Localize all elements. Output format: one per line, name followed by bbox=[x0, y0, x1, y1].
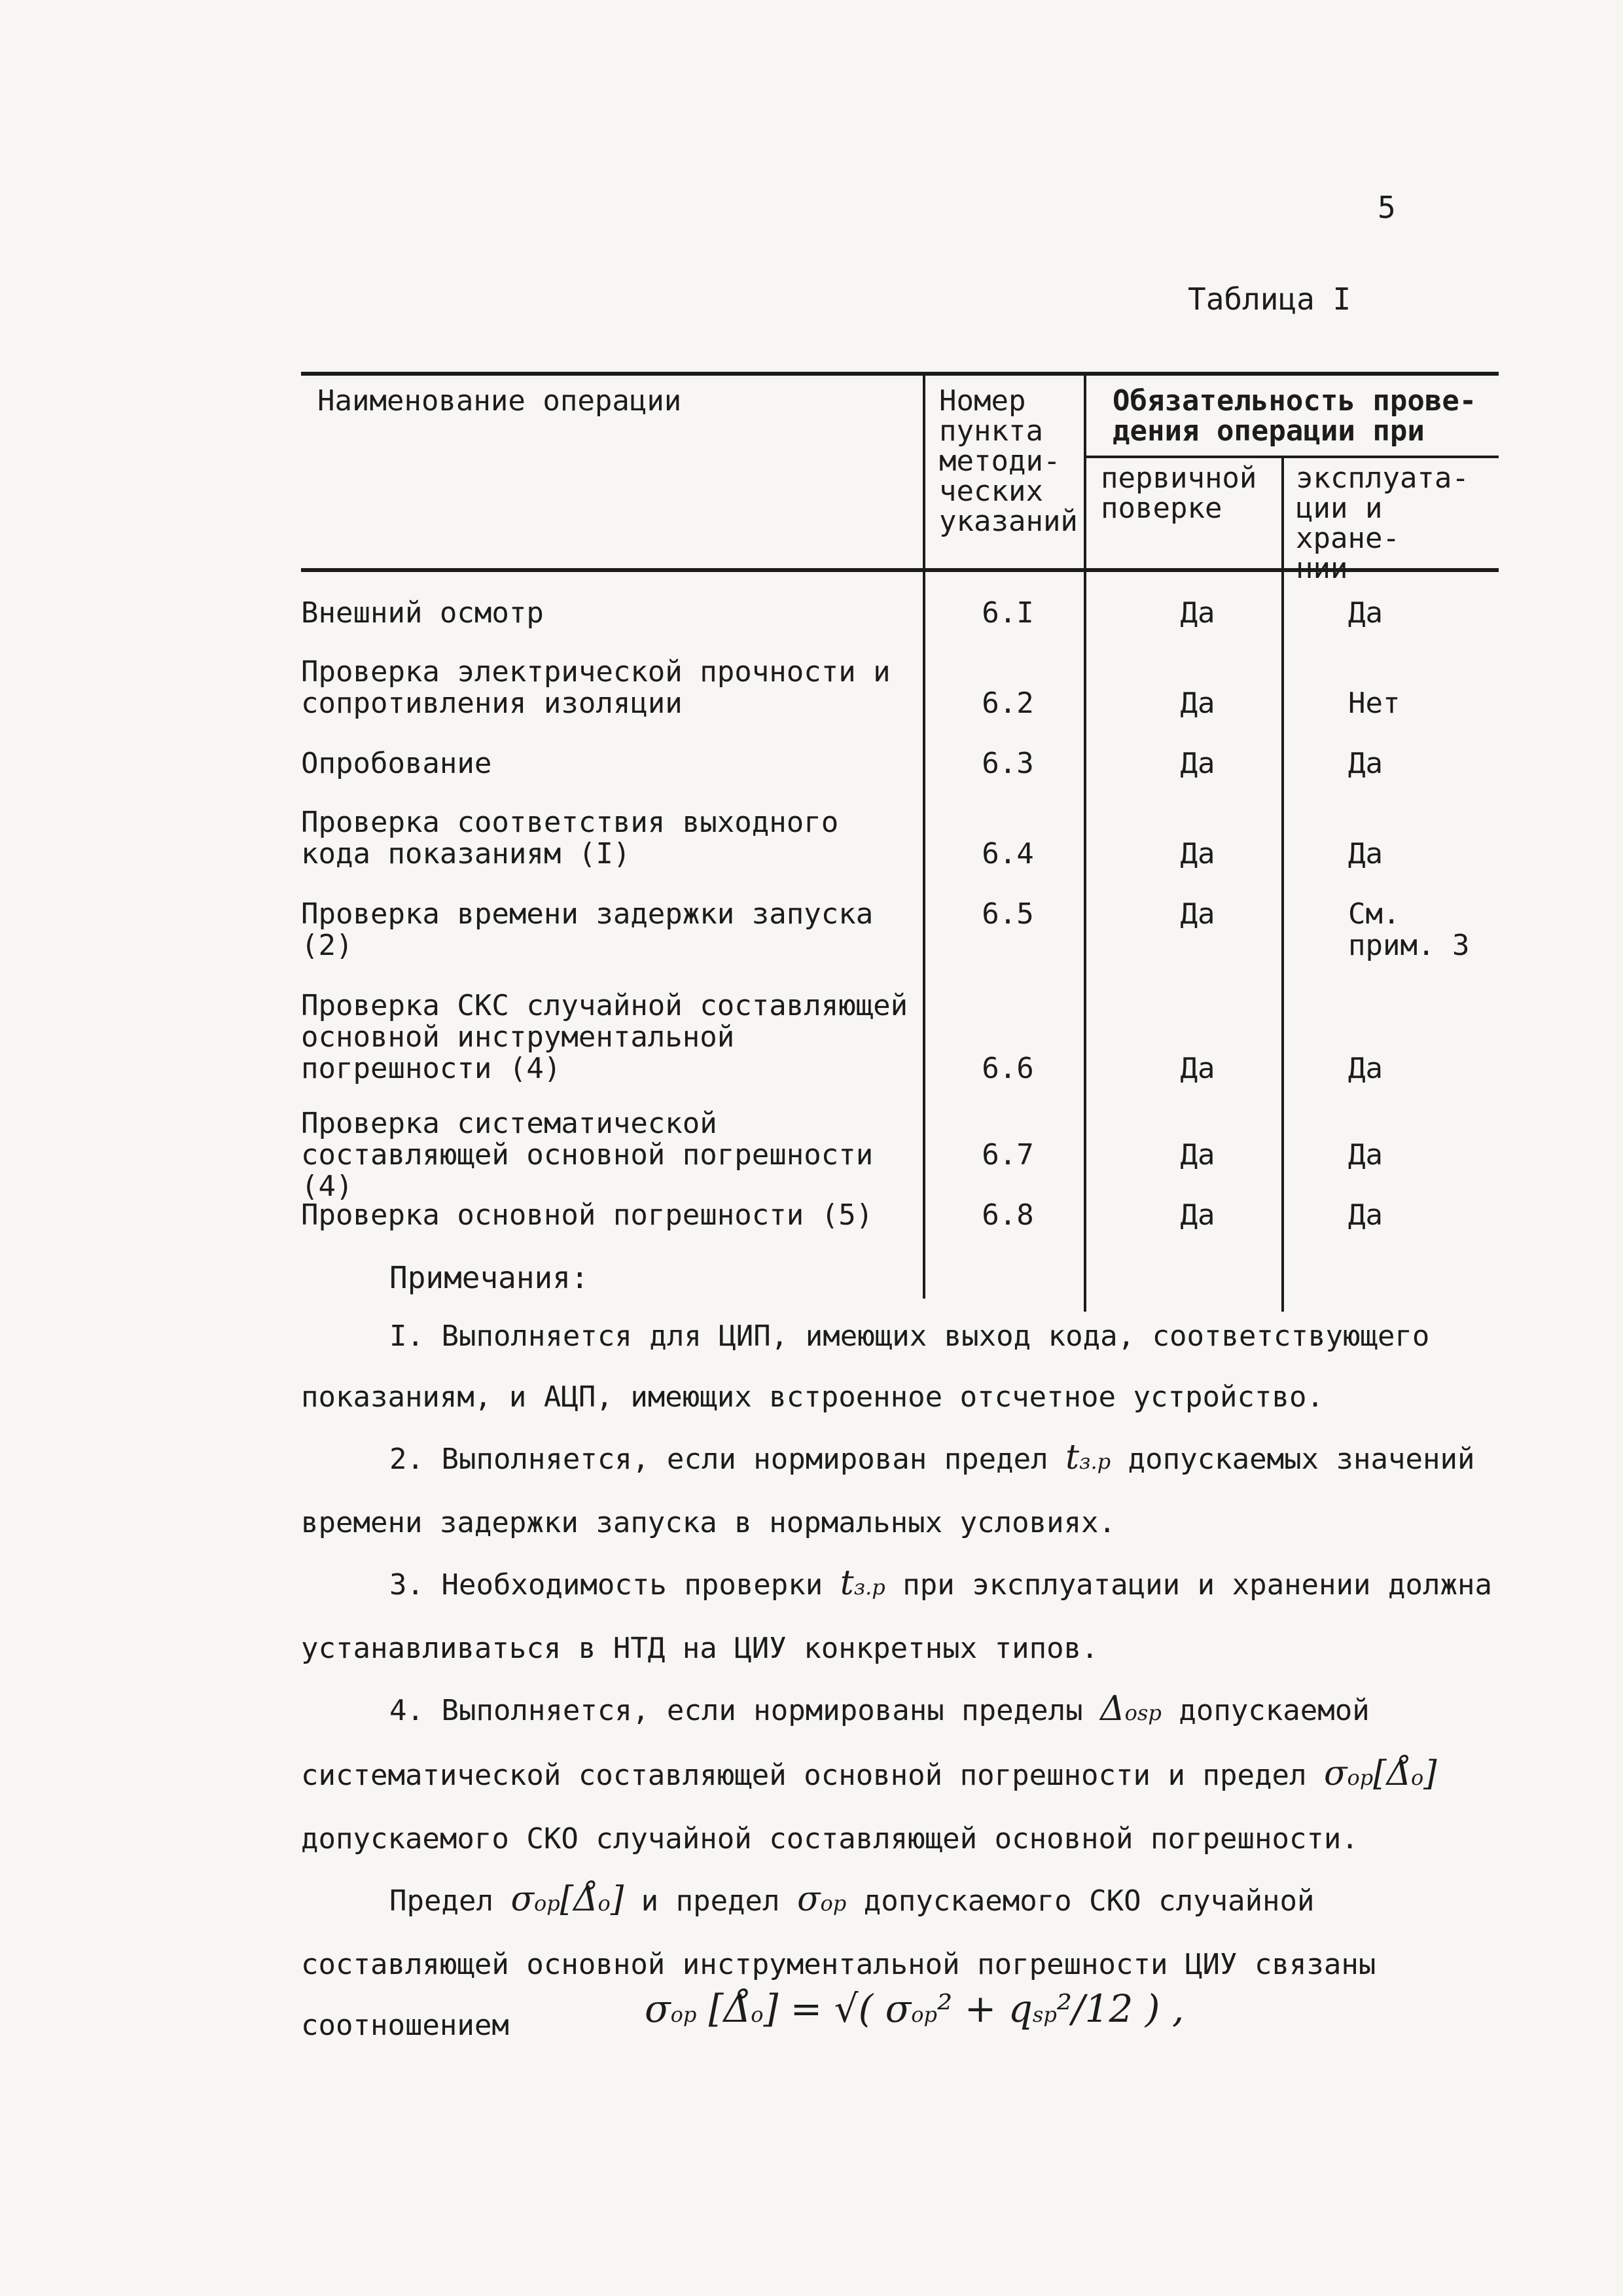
method-number: 6.4 bbox=[982, 837, 1034, 870]
sigma-op-symbol: σop bbox=[797, 1880, 847, 1919]
operation-name: Проверка времени задержки запуска (2) bbox=[301, 897, 874, 962]
table-row bbox=[301, 806, 1499, 870]
operation-name: Проверка основной погрешности (5) bbox=[301, 1198, 874, 1232]
operation-storage-value: Да bbox=[1348, 1138, 1383, 1172]
operation-name: Проверка СКС случайной составляющей основной инструментальной погрешности (4) bbox=[301, 989, 908, 1085]
operation-storage-value: Да bbox=[1348, 837, 1383, 870]
operation-storage-value: Нет bbox=[1348, 687, 1400, 720]
header-operation-name: Наименование операции bbox=[317, 384, 682, 418]
sigma-op-symbol: σop[Δ̊o] bbox=[1323, 1754, 1437, 1793]
operation-name: Опробование bbox=[301, 747, 492, 780]
note-3 bbox=[301, 1553, 1492, 1679]
method-number: 6.6 bbox=[982, 1052, 1034, 1085]
primary-verification-value: Да bbox=[1180, 1198, 1215, 1232]
note-1: I. Выполняется для ЦИП, имеющих выход кода, соответствующего показаниям, и АЦП, имеющих встроенное отсчетное устройство. bbox=[301, 1319, 1430, 1414]
note-2 bbox=[301, 1427, 1492, 1553]
relation-part-2: и предел bbox=[641, 1884, 780, 1918]
table-top-rule bbox=[301, 372, 1499, 376]
table-row bbox=[301, 655, 1499, 720]
primary-verification-value: Да bbox=[1180, 747, 1215, 780]
operation-storage-value: Да bbox=[1348, 596, 1383, 630]
column-divider bbox=[923, 376, 925, 1299]
table-row bbox=[301, 897, 1499, 962]
method-number: 6.3 bbox=[982, 747, 1034, 780]
note-4 bbox=[301, 1679, 1492, 1869]
primary-verification-value: Да bbox=[1180, 687, 1215, 720]
operation-storage-value: См. прим. 3 bbox=[1348, 897, 1470, 962]
note-4-part-2: допускаемой систематической составляющей основной погрешности и предел bbox=[301, 1694, 1370, 1792]
note-3-part-1: 3. Необходимость проверки bbox=[389, 1568, 823, 1602]
method-number: 6.8 bbox=[982, 1198, 1034, 1232]
sigma-op-symbol: σop[Δ̊o] bbox=[510, 1880, 624, 1919]
table-row bbox=[301, 1198, 1499, 1232]
primary-verification-value: Да bbox=[1180, 1052, 1215, 1085]
note-4-part-3: допускаемого СКО случайной составляющей основной погрешности. bbox=[301, 1822, 1359, 1856]
primary-verification-value: Да bbox=[1180, 1138, 1215, 1172]
method-number: 6.5 bbox=[982, 897, 1034, 931]
note-4-part-1: 4. Выполняется, если нормированы пределы bbox=[389, 1694, 1083, 1727]
table-row bbox=[301, 747, 1499, 780]
operation-name: Проверка систематической составляющей основной погрешности (4) bbox=[301, 1107, 874, 1203]
t-zr-symbol: tз.р bbox=[1065, 1438, 1111, 1477]
page-number: 5 bbox=[1378, 190, 1396, 225]
t-zr-symbol: tз.р bbox=[840, 1564, 885, 1603]
operation-name: Внешний осмотр bbox=[301, 596, 544, 630]
notes bbox=[301, 1306, 1492, 2056]
operation-storage-value: Да bbox=[1348, 1198, 1383, 1232]
table-label: Таблица I bbox=[1188, 281, 1351, 317]
method-number: 6.2 bbox=[982, 687, 1034, 720]
operation-name: Проверка электрической прочности и сопротивления изоляции bbox=[301, 655, 891, 720]
primary-verification-value: Да bbox=[1180, 897, 1215, 931]
table-row bbox=[301, 1107, 1499, 1203]
note-2-part-1: 2. Выполняется, если нормирован предел bbox=[389, 1443, 1048, 1476]
delta-osp-symbol: Δosp bbox=[1100, 1689, 1162, 1729]
relation-part-3: допускаемого СКО случайной составляющей основной инструментальной погрешности ЦИУ связаны соотношением bbox=[301, 1884, 1376, 2042]
header-obligatory: Обязательность прове- дения операции при bbox=[1113, 384, 1477, 448]
operation-name: Проверка соответствия выходного кода показаниям (I) bbox=[301, 806, 839, 870]
table-row bbox=[301, 596, 1499, 630]
subheader-rule bbox=[1084, 456, 1499, 458]
table-row bbox=[301, 989, 1499, 1085]
column-divider bbox=[1084, 376, 1086, 572]
primary-verification-value: Да bbox=[1180, 837, 1215, 870]
method-number: 6.I bbox=[982, 596, 1034, 630]
relation-part-1: Предел bbox=[389, 1884, 493, 1918]
header-operation-storage: эксплуата- ции и хране- нии bbox=[1296, 461, 1469, 585]
formula: σop [Δ̊o] = √( σop² + qsp²/12 ) , bbox=[645, 1986, 1185, 2031]
notes-title: Примечания: bbox=[389, 1260, 589, 1295]
header-method-number: Номер пункта методи- ческих указаний bbox=[939, 384, 1078, 538]
note-2-part-2: допускаемых значений времени задержки запуска в нормальных условиях. bbox=[301, 1443, 1475, 1539]
method-number: 6.7 bbox=[982, 1138, 1034, 1172]
header-primary-verification: первичной поверке bbox=[1101, 461, 1257, 525]
note-3-part-2: при эксплуатации и хранении должна устанавливаться в НТД на ЦИУ конкретных типов. bbox=[301, 1568, 1492, 1665]
operation-storage-value: Да bbox=[1348, 1052, 1383, 1085]
operation-storage-value: Да bbox=[1348, 747, 1383, 780]
column-divider bbox=[1281, 457, 1284, 572]
primary-verification-value: Да bbox=[1180, 596, 1215, 630]
